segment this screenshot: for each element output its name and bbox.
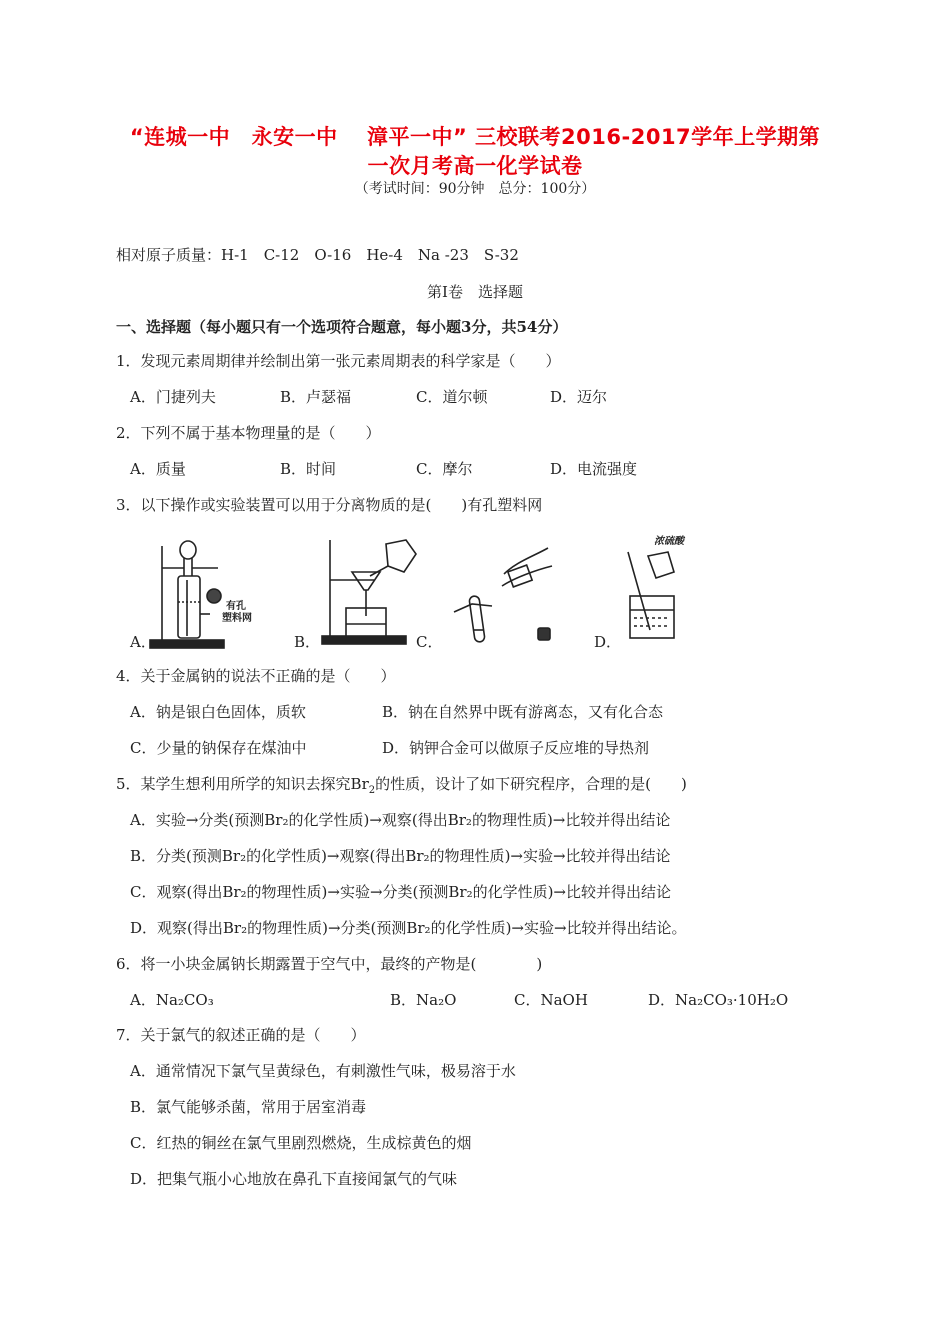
q2-option-d: D．电流强度 — [550, 460, 638, 478]
apparatus-d-diagram — [614, 548, 694, 644]
question-1-stem: 1．发现元素周期律并绘制出第一张元素周期表的科学家是（ ） — [116, 352, 561, 370]
q4-option-a: A．钠是银白色固体，质软 — [130, 703, 306, 721]
atomic-masses: 相对原子质量：H-1 C-12 O-16 He-4 Na -23 S-32 — [116, 246, 519, 264]
apparatus-c-diagram — [444, 544, 564, 654]
q7-option-b: B．氯气能够杀菌，常用于居室消毒 — [130, 1098, 367, 1116]
part1-title: 一、选择题（每小题只有一个选项符合题意，每小题3分，共54分） — [116, 318, 568, 336]
q6-option-b: B．Na₂O — [390, 991, 457, 1009]
q1-option-d: D．迈尔 — [550, 388, 608, 406]
section-title: 第Ⅰ卷 选择题 — [427, 283, 523, 301]
q3-option-b: B． — [294, 633, 321, 651]
q2-option-c: C．摩尔 — [416, 460, 473, 478]
mesh-label-line1: 有孔 — [226, 601, 246, 612]
q4-option-d: D．钠钾合金可以做原子反应堆的导热剂 — [382, 739, 650, 757]
exam-title-line2: 一次月考高一化学试卷 — [367, 154, 583, 178]
q6-option-d: D．Na₂CO₃·10H₂O — [648, 991, 789, 1009]
question-6-stem: 6．将一小块金属钠长期露置于空气中，最终的产物是( ) — [116, 955, 543, 973]
question-5-stem: 5．某学生想利用所学的知识去探究$Br_2$的性质，设计了如下研究程序，合理的是( ) — [116, 775, 687, 796]
q1-option-b: B．卢瑟福 — [280, 388, 352, 406]
q2-option-b: B．时间 — [280, 460, 337, 478]
exam-info: （考试时间：90分钟 总分：100分） — [354, 181, 596, 197]
q6-option-c: C．NaOH — [514, 991, 588, 1009]
apparatus-b-diagram — [318, 536, 428, 648]
question-3-stem: 3．以下操作或实验装置可以用于分离物质的是( )有孔塑料网 — [116, 496, 543, 514]
question-7-stem: 7．关于氯气的叙述正确的是（ ） — [116, 1026, 366, 1044]
mesh-label-line2: 塑料网 — [222, 613, 252, 624]
q3-option-a: A． — [130, 633, 156, 651]
exam-title-line1: “连城一中 永安一中 漳平一中” 三校联考2016-2017学年上学期第 — [129, 125, 821, 149]
q2-option-a: A．质量 — [130, 460, 186, 478]
q6-option-a: A．Na₂CO₃ — [130, 991, 214, 1009]
q4-option-b: B．钠在自然界中既有游离态，又有化合态 — [382, 703, 664, 721]
question-2-stem: 2．下列不属于基本物理量的是（ ） — [116, 424, 381, 442]
apparatus-a-diagram — [140, 536, 270, 652]
acid-label: 浓硫酸 — [654, 536, 684, 547]
q5-option-a: A．实验→分类(预测Br₂的化学性质)→观察(得出Br₂的物理性质)→比较并得出结论 — [130, 811, 671, 829]
q7-option-c: C．红热的铜丝在氯气里剧烈燃烧，生成棕黄色的烟 — [130, 1134, 472, 1152]
q5-option-d: D．观察(得出Br₂的物理性质)→分类(预测Br₂的化学性质)→实验→比较并得出结论。 — [130, 919, 687, 937]
q4-option-c: C．少量的钠保存在煤油中 — [130, 739, 307, 757]
q3-option-c: C． — [416, 633, 443, 651]
q7-option-a: A．通常情况下氯气呈黄绿色，有刺激性气味，极易溶于水 — [130, 1062, 516, 1080]
q3-option-d: D． — [594, 633, 622, 651]
q1-option-c: C．道尔顿 — [416, 388, 488, 406]
q5-option-c: C．观察(得出Br₂的物理性质)→实验→分类(预测Br₂的化学性质)→比较并得出结论 — [130, 883, 672, 901]
q7-option-d: D．把集气瓶小心地放在鼻孔下直接闻氯气的气味 — [130, 1170, 458, 1188]
q5-option-b: B．分类(预测Br₂的化学性质)→观察(得出Br₂的物理性质)→实验→比较并得出结论 — [130, 847, 671, 865]
question-4-stem: 4．关于金属钠的说法不正确的是（ ） — [116, 667, 396, 685]
q1-option-a: A．门捷列夫 — [130, 388, 216, 406]
